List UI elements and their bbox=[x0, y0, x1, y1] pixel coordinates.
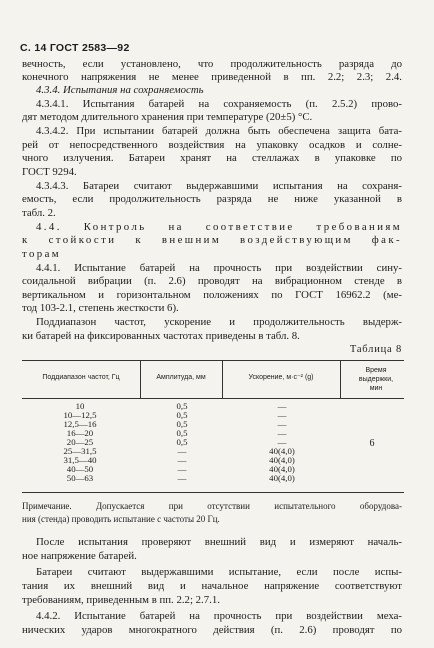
acc-cell: 40(4,0) bbox=[269, 464, 295, 474]
text-line: чного излучения. Батареи хранят на стеллажах в упаковке по bbox=[22, 152, 402, 164]
freq-cell: 10—12,5 bbox=[63, 410, 97, 420]
note-line: Примечание. Допускается при отсутствии испытательного оборудова- bbox=[22, 501, 402, 511]
table-top-rule bbox=[22, 360, 404, 361]
freq-cell: 20—25 bbox=[66, 437, 94, 447]
section-heading: к стойкости к внешним воздействующим фак- bbox=[22, 234, 402, 246]
header-amplitude: Амплитуда, мм bbox=[156, 374, 206, 381]
acc-cell: — bbox=[277, 401, 287, 411]
acc-cell: — bbox=[277, 437, 287, 447]
section-heading: торам bbox=[22, 248, 61, 260]
amp-cell: 0,5 bbox=[176, 410, 188, 420]
text-line: Батареи считают выдержавшими испытание, если после испы- bbox=[36, 566, 402, 578]
text-line: После испытания проверяют внешний вид и измеряют началь- bbox=[36, 536, 402, 548]
text-line: рей от непосредственного воздействия на упаковку осадков и солне- bbox=[22, 139, 402, 151]
table-8 bbox=[22, 360, 404, 493]
text-line: тод 103-2.1, степень жесткости 6). bbox=[22, 302, 179, 314]
amp-cell: 0,5 bbox=[176, 419, 188, 429]
freq-cell: 40—50 bbox=[66, 464, 94, 474]
section-heading: 4.4. Контроль на соответствие требованиям bbox=[36, 221, 402, 233]
table-note bbox=[22, 500, 402, 526]
freq-cell: 10 bbox=[75, 401, 85, 411]
freq-cell: 50—63 bbox=[66, 473, 94, 483]
freq-cell: 25—31,5 bbox=[63, 446, 97, 456]
text-line: вечность, если установлено, что продолжительность разряда до bbox=[22, 58, 402, 70]
text-line: дят методом длительного хранения при температуре (20±5) °С. bbox=[22, 111, 313, 123]
text-line: 4.3.4.3. Батареи считают выдержавшими испытания на сохраня- bbox=[36, 180, 402, 192]
amp-cell: 0,5 bbox=[176, 401, 188, 411]
amp-cell: 0,5 bbox=[176, 428, 188, 438]
text-line: нических ударов многократного действия (п. 2.6) проводят по bbox=[22, 624, 402, 636]
text-line: ГОСТ 9294. bbox=[22, 166, 77, 178]
text-line: 4.3.4.2. При испытании батарей должна быть обеспечена защита бата- bbox=[36, 125, 402, 137]
freq-cell: 16—20 bbox=[66, 428, 94, 438]
header-frequency: Поддиапазон частот, Гц bbox=[42, 374, 120, 381]
acc-cell: — bbox=[277, 428, 287, 438]
acc-cell: 40(4,0) bbox=[269, 446, 295, 456]
table-bottom-rule bbox=[22, 492, 404, 493]
acc-cell: — bbox=[277, 419, 287, 429]
time-cell: 6 bbox=[369, 438, 375, 449]
amp-cell: — bbox=[177, 446, 187, 456]
amp-cell: 0,5 bbox=[176, 437, 188, 447]
amp-cell: — bbox=[177, 455, 187, 465]
text-line: соидальной вибрации (п. 2.6) проводят на вибрационном стенде в bbox=[22, 275, 402, 287]
table-col-divider bbox=[340, 360, 341, 398]
text-line: Поддиапазон частот, ускорение и продолжительность выдерж- bbox=[36, 316, 402, 328]
amp-cell: — bbox=[177, 473, 187, 483]
table-header-rule bbox=[22, 398, 404, 399]
page-header: С. 14 ГОСТ 2583—92 bbox=[20, 42, 130, 54]
header-acceleration: Ускорение, м·с⁻² (g) bbox=[248, 374, 314, 381]
text-line: вертикальном и горизонтальном положениях по ГОСТ 16962.2 (ме- bbox=[22, 289, 402, 301]
text-line: 4.4.1. Испытание батарей на прочность при воздействии сину- bbox=[36, 262, 402, 274]
text-line: 4.3.4.1. Испытания батарей на сохраняемость (п. 2.5.2) прово- bbox=[36, 98, 402, 110]
amp-cell: — bbox=[177, 464, 187, 474]
text-line: табл. 2. bbox=[22, 207, 56, 219]
text-line: тания их внешний вид и начальное напряжение соответствуют bbox=[22, 580, 402, 592]
header-time: Время выдержки, мин bbox=[358, 367, 394, 392]
text-line: ки батарей на фиксированных частотах приведены в табл. 8. bbox=[22, 330, 300, 342]
freq-cell: 31,5—40 bbox=[63, 455, 97, 465]
text-line: ное напряжение батарей. bbox=[22, 550, 137, 562]
freq-cell: 12,5—16 bbox=[63, 419, 97, 429]
acc-cell: — bbox=[277, 410, 287, 420]
acc-cell: 40(4,0) bbox=[269, 473, 295, 483]
text-line: требованиям, приведенным в пп. 2.2; 2.7.1. bbox=[22, 594, 220, 606]
text-line: 4.4.2. Испытание батарей на прочность при воздействии меха- bbox=[36, 610, 402, 622]
text-line: конечного напряжения не менее приведенной в пп. 2.2; 2.3; 2.4. bbox=[22, 71, 402, 83]
text-line: емость, если продолжительность разряда не ниже указанной в bbox=[22, 193, 402, 205]
note-line: ния (стенда) проводить испытание с частоты 20 Гц. bbox=[22, 514, 220, 524]
acc-cell: 40(4,0) bbox=[269, 455, 295, 465]
section-heading: 4.3.4. Испытания на сохраняемость bbox=[36, 84, 204, 96]
table-caption: Таблица 8 bbox=[349, 344, 402, 355]
